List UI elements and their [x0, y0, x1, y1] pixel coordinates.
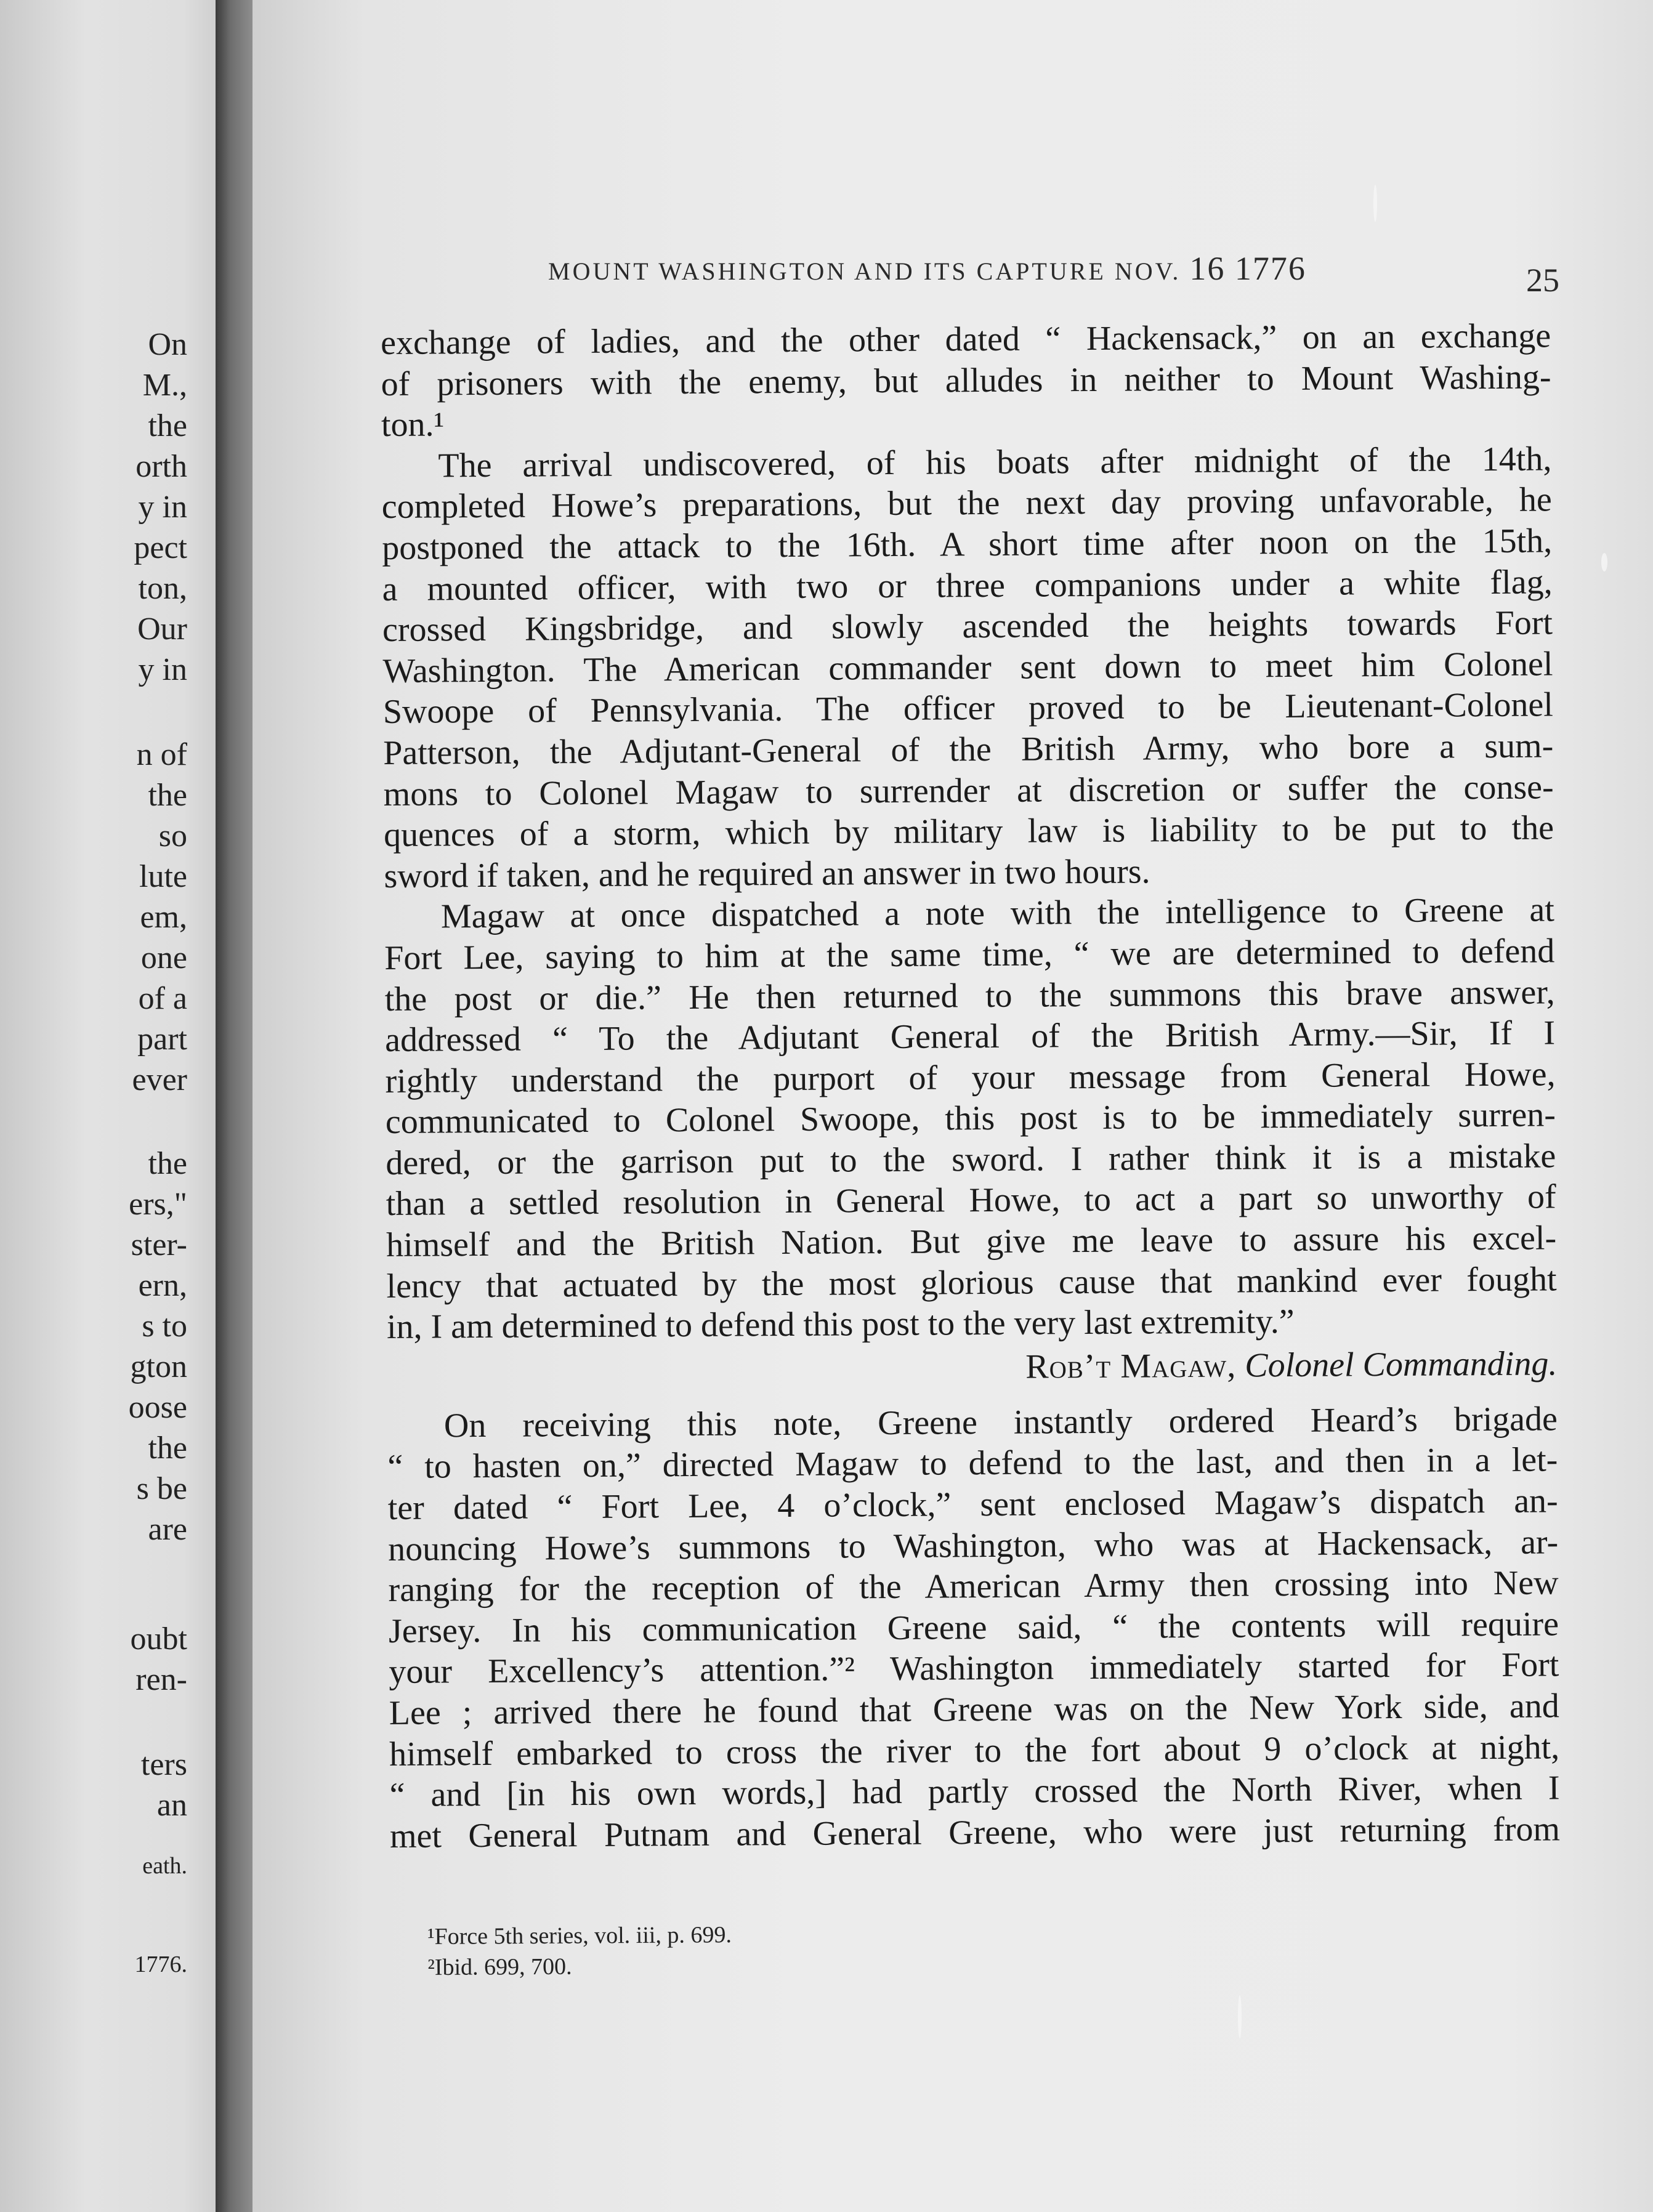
text-line: postponed the attack to the 16th. A short time after noon on the 15th,	[382, 522, 1553, 567]
text-line: dered, or the garrison put to the sword. I rather think it is a mistake	[386, 1137, 1556, 1182]
paragraph-start-line: On receiving this note, Greene instantly ordered Heard’s brigade	[443, 1400, 1558, 1445]
left-page-line-fragment: ters	[140, 1747, 187, 1782]
text-line: Jersey. In his communication Greene said, “ the contents will require	[388, 1605, 1559, 1650]
page-number: 25	[1526, 262, 1559, 299]
left-page-line-fragment: n of	[136, 737, 187, 772]
left-page-line-fragment: ren-	[135, 1662, 187, 1697]
text-line: Lee ; arrived there he found that Greene was on the New York side, and	[389, 1687, 1559, 1732]
text-line: mons to Colonel Magaw to surrender at discretion or suffer the conse-	[383, 767, 1554, 813]
text-line: completed Howe’s preparations, but the next day proving unfavorable, he	[381, 480, 1552, 527]
letter-signature	[387, 1343, 1558, 1406]
text-line: quences of a storm, which by military law is liability to be put to the	[383, 809, 1554, 855]
left-page-line-fragment: ton,	[138, 571, 187, 606]
left-page-line-fragment: part	[137, 1022, 187, 1057]
body-text	[381, 315, 1560, 1857]
text-line: rightly understand the purport of your message from General Howe,	[385, 1055, 1556, 1100]
left-page-line-fragment: one	[140, 940, 187, 975]
left-page-line-fragment: y in	[138, 652, 187, 687]
text-line: nouncing Howe’s summons to Washington, who was at Hackensack, ar-	[387, 1522, 1559, 1568]
text-line: addressed “ To the Adjutant General of the British Army.—Sir, If I	[384, 1014, 1556, 1060]
paragraph-start-line: Magaw at once dispatched a note with the intelligence to Greene at	[440, 890, 1555, 936]
left-page-line-fragment: eath.	[142, 1853, 187, 1879]
left-page-line-fragment: an	[156, 1788, 187, 1823]
left-page-line-fragment: of a	[138, 981, 187, 1016]
left-page-line-fragment: em,	[140, 900, 187, 935]
text-line: your Excellency’s attention.”² Washington immediately started for Fort	[389, 1645, 1559, 1692]
left-page-line-fragment: the	[148, 778, 187, 813]
left-page-line-fragment: the	[148, 408, 187, 443]
text-line: exchange of ladies, and the other dated “ Hackensack,” on an exchange	[381, 317, 1551, 362]
footnote: ¹Force 5th series, vol. iii, p. 699.	[427, 1921, 732, 1950]
left-page-line-fragment: are	[148, 1512, 187, 1547]
left-page-line-fragment: orth	[135, 449, 187, 484]
left-page-line-fragment: s be	[136, 1471, 187, 1506]
left-page-line-fragment: the	[148, 1146, 187, 1181]
text-line: sword if taken, and he required an answer in two hours.	[384, 852, 1150, 895]
text-line: the post or die.” He then returned to the summons this brave answer,	[384, 972, 1555, 1019]
left-page-line-fragment: On	[148, 327, 187, 362]
left-page-line-fragment: M.,	[142, 368, 187, 403]
signature-name: Rob’t Magaw,	[1025, 1346, 1237, 1386]
text-line: a mounted officer, with two or three companions under a white flag,	[382, 562, 1553, 608]
text-line: of prisoners with the enemy, but alludes in neither to Mount Washing-	[381, 357, 1551, 403]
text-line: “ to hasten on,” directed Magaw to defend to the last, and then in a let-	[387, 1440, 1558, 1487]
footnote: ²Ibid. 699, 700.	[427, 1953, 572, 1980]
left-page-line-fragment: so	[158, 818, 187, 854]
left-facing-page	[0, 0, 216, 2212]
text-line: ton.¹	[381, 405, 445, 445]
signature-title: Colonel Commanding.	[1245, 1344, 1558, 1385]
left-page-line-fragment: s to	[142, 1309, 187, 1344]
paragraph-start-line: The arrival undiscovered, of his boats after midnight of the 14th,	[438, 440, 1552, 485]
text-line: lency that actuated by the most glorious cause that mankind ever fought	[386, 1260, 1557, 1306]
text-line: himself and the British Nation. But give me leave to assure his excel-	[386, 1219, 1557, 1265]
left-page-line-fragment: ern,	[138, 1268, 187, 1303]
left-page-line-fragment: oose	[128, 1390, 187, 1425]
text-line: Washington. The American commander sent down to meet him Colonel	[382, 645, 1553, 690]
text-line: communicated to Colonel Swoope, this post is to be immediately surren-	[385, 1096, 1556, 1142]
left-page-line-fragment: gton	[130, 1349, 187, 1384]
text-line: Patterson, the Adjutant-General of the British Army, who bore a sum-	[383, 727, 1554, 772]
text-line: “ and [in his own words,] had partly crossed the North River, when I	[389, 1769, 1560, 1815]
left-page-line-fragment: ever	[132, 1062, 187, 1097]
text-line: Swoope of Pennsylvania. The officer proved to be Lieutenant-Colonel	[382, 685, 1554, 732]
text-line: in, I am determined to defend this post to the very last extremity.”	[386, 1302, 1295, 1347]
running-head-date: 16 1776	[1189, 250, 1306, 287]
running-head	[548, 249, 1306, 288]
left-page-line-fragment: the	[148, 1431, 187, 1466]
text-line: crossed Kingsbridge, and slowly ascended the heights towards Fort	[382, 603, 1553, 650]
text-line: ter dated “ Fort Lee, 4 o’clock,” sent enclosed Magaw’s dispatch an-	[387, 1482, 1558, 1527]
left-page-line-fragment: lute	[139, 859, 187, 894]
left-page-line-fragment: Our	[137, 612, 187, 647]
left-page-line-fragment: 1776.	[134, 1952, 187, 1977]
left-page-line-fragment: ster-	[131, 1227, 187, 1262]
text-line: than a settled resolution in General Howe, to act a part so unworthy of	[386, 1177, 1556, 1224]
text-line: met General Putnam and General Greene, who were just returning from	[389, 1810, 1561, 1855]
running-head-title: MOUNT WASHINGTON AND ITS CAPTURE NOV.	[548, 257, 1181, 285]
left-page-line-fragment: pect	[134, 530, 187, 565]
text-line: ranging for the reception of the American Army then crossing into New	[388, 1564, 1559, 1610]
left-page-line-fragment: oubt	[130, 1621, 187, 1657]
left-page-line-fragment: ers,"	[129, 1187, 187, 1222]
book-gutter	[216, 0, 253, 2212]
text-line: himself embarked to cross the river to the fort about 9 o’clock at night,	[389, 1727, 1560, 1774]
left-page-line-fragment: y in	[138, 490, 187, 525]
footnotes	[427, 1919, 732, 1983]
text-line: Fort Lee, saying to him at the same time, “ we are determined to defend	[384, 932, 1555, 977]
left-page-text	[0, 0, 216, 2212]
